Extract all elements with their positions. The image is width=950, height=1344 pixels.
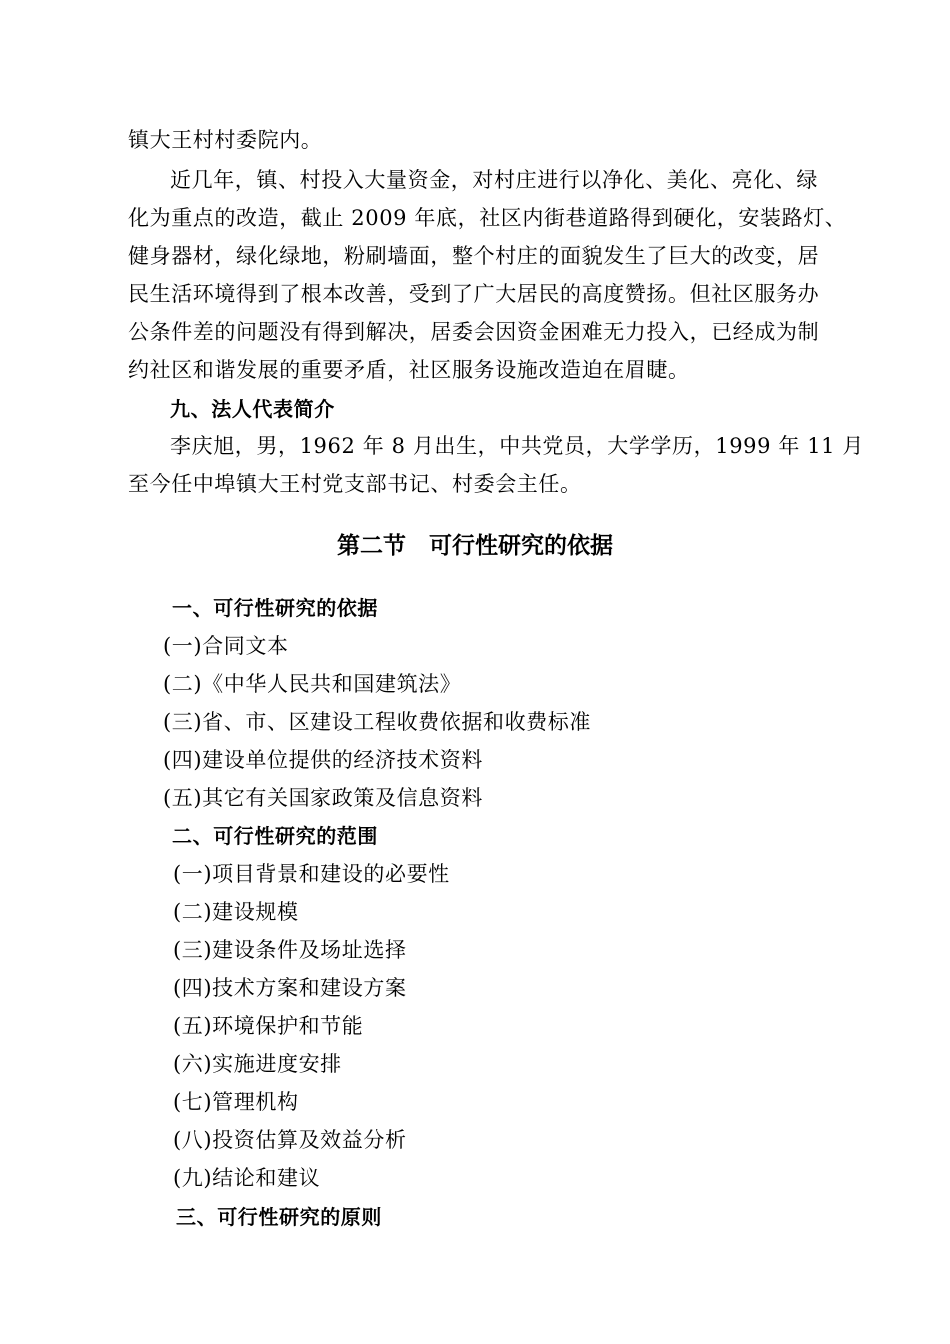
paragraph-line: 健身器材，绿化绿地，粉刷墙面，整个村庄的面貌发生了巨大的改变，居 [128, 244, 820, 268]
paragraph-line: 化为重点的改造，截止 2009 年底，社区内街巷道路得到硬化，安装路灯、 [128, 206, 847, 230]
list-item: (四)技术方案和建设方案 [173, 976, 407, 1000]
paragraph-line: 公条件差的问题没有得到解决，居委会因资金困难无力投入，已经成为制 [128, 320, 820, 344]
list-item: (三)省、市、区建设工程收费依据和收费标准 [163, 710, 591, 734]
list-item: (二)《中华人民共和国建筑法》 [163, 672, 462, 696]
list-item: (七)管理机构 [173, 1090, 299, 1114]
heading-basis: 一、可行性研究的依据 [172, 596, 378, 620]
list-item: (四)建设单位提供的经济技术资料 [163, 748, 483, 772]
heading-legal-representative: 九、法人代表简介 [170, 397, 335, 421]
list-item: (六)实施进度安排 [173, 1052, 342, 1076]
list-item: (九)结论和建议 [173, 1166, 321, 1190]
paragraph-line: 李庆旭，男，1962 年 8 月出生，中共党员，大学学历，1999 年 11 月 [170, 434, 865, 458]
section-title: 第二节 可行性研究的依据 [337, 533, 613, 559]
list-item: (一)项目背景和建设的必要性 [173, 862, 450, 886]
heading-principles: 三、可行性研究的原则 [176, 1205, 382, 1229]
list-item: (五)环境保护和节能 [173, 1014, 364, 1038]
list-item: (三)建设条件及场址选择 [173, 938, 407, 962]
list-item: (八)投资估算及效益分析 [173, 1128, 407, 1152]
paragraph-line: 镇大王村村委院内。 [128, 128, 323, 152]
paragraph-line: 至今任中埠镇大王村党支部书记、村委会主任。 [128, 472, 582, 496]
paragraph-line: 约社区和谐发展的重要矛盾，社区服务设施改造迫在眉睫。 [128, 358, 690, 382]
heading-scope: 二、可行性研究的范围 [172, 824, 378, 848]
list-item: (二)建设规模 [173, 900, 299, 924]
paragraph-line: 近几年，镇、村投入大量资金，对村庄进行以净化、美化、亮化、绿 [170, 168, 818, 192]
list-item: (一)合同文本 [163, 634, 289, 658]
list-item: (五)其它有关国家政策及信息资料 [163, 786, 483, 810]
paragraph-line: 民生活环境得到了根本改善，受到了广大居民的高度赞扬。但社区服务办 [128, 282, 820, 306]
